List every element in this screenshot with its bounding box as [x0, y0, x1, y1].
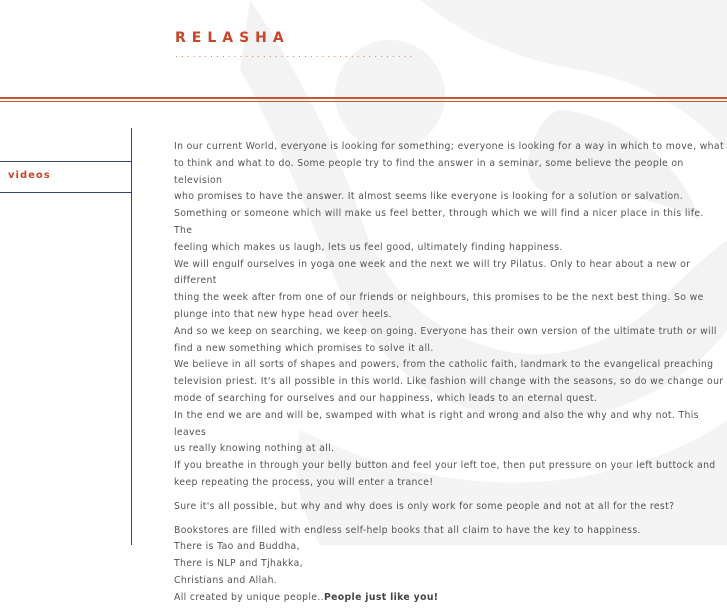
text-line: We believe in all sorts of shapes and powers, from the catholic faith, landmark to the evangelical preaching	[174, 359, 714, 371]
header-rule-thick	[0, 97, 727, 99]
text-line: find a new something which promises to solve it all.	[174, 342, 434, 354]
text-line: feeling which makes us laugh, lets us feel good, ultimately finding happiness.	[174, 241, 563, 253]
sidebar-divider	[131, 128, 132, 545]
text-line: television priest. It's all possible in this world. Like fashion will change with the seasons, so do we change our	[174, 376, 724, 388]
main-content	[174, 139, 724, 614]
paragraph-bookstores	[174, 523, 724, 607]
paragraph-intro	[174, 139, 724, 492]
text-line: Christians and Allah.	[174, 574, 278, 586]
text-line: There is NLP and Tjhakka,	[174, 558, 303, 570]
site-title: RELASHA	[175, 30, 290, 46]
header-rule-thin	[0, 101, 727, 102]
text-line-final	[174, 590, 724, 607]
final-bold-text: People just like you!	[323, 591, 439, 603]
text-line: keep repeating the process, you will enter a trance!	[174, 476, 434, 488]
text-line: who promises to have the answer. It almost seems like everyone is looking for a solution or salvation.	[174, 191, 684, 203]
text-line: thing the week after from one of our friends or neighbours, this promises to be the next best thing. So we	[174, 292, 704, 304]
paragraph-question	[174, 499, 724, 516]
final-text: All created by unique people..	[174, 591, 324, 603]
nav-divider-bottom	[0, 192, 131, 193]
text-line: We will engulf ourselves in yoga one week and the next we will try Pilatus. Only to hear about a new or different	[174, 258, 691, 287]
text-line: In our current World, everyone is looking for something; everyone is looking for a way in which to move, what	[174, 141, 724, 152]
text-line: mode of searching for ourselves and our happiness, which leads to an eternal quest.	[174, 392, 598, 404]
text-line: In the end we are and will be, swamped with what is right and wrong and also the why and why not. This leaves	[174, 409, 699, 438]
nav-divider-top	[0, 161, 131, 162]
text-line: There is Tao and Buddha,	[174, 541, 300, 553]
nav-item-videos[interactable]: videos	[8, 170, 51, 181]
text-line: Bookstores are filled with endless self-help books that all claim to have the key to happiness.	[174, 524, 641, 536]
text-line: plunge into that new hype head over heels.	[174, 308, 392, 320]
title-dotted-underline: .........................................	[175, 50, 416, 60]
text-line: Sure it's all possible, but why and why does is only work for some people and not at all for the rest?	[174, 500, 675, 512]
text-line: And so we keep on searching, we keep on going. Everyone has their own version of the ultimate truth or will	[174, 325, 717, 337]
text-line: If you breathe in through your belly button and feel your left toe, then put pressure on your left buttock and	[174, 460, 716, 472]
text-line: to think and what to do. Some people try to find the answer in a seminar, some believe the people on television	[174, 157, 684, 186]
text-line: Something or someone which will make us feel better, through which we will find a nicer place in this life. The	[174, 208, 704, 236]
text-line: us really knowing nothing at all.	[174, 443, 335, 455]
